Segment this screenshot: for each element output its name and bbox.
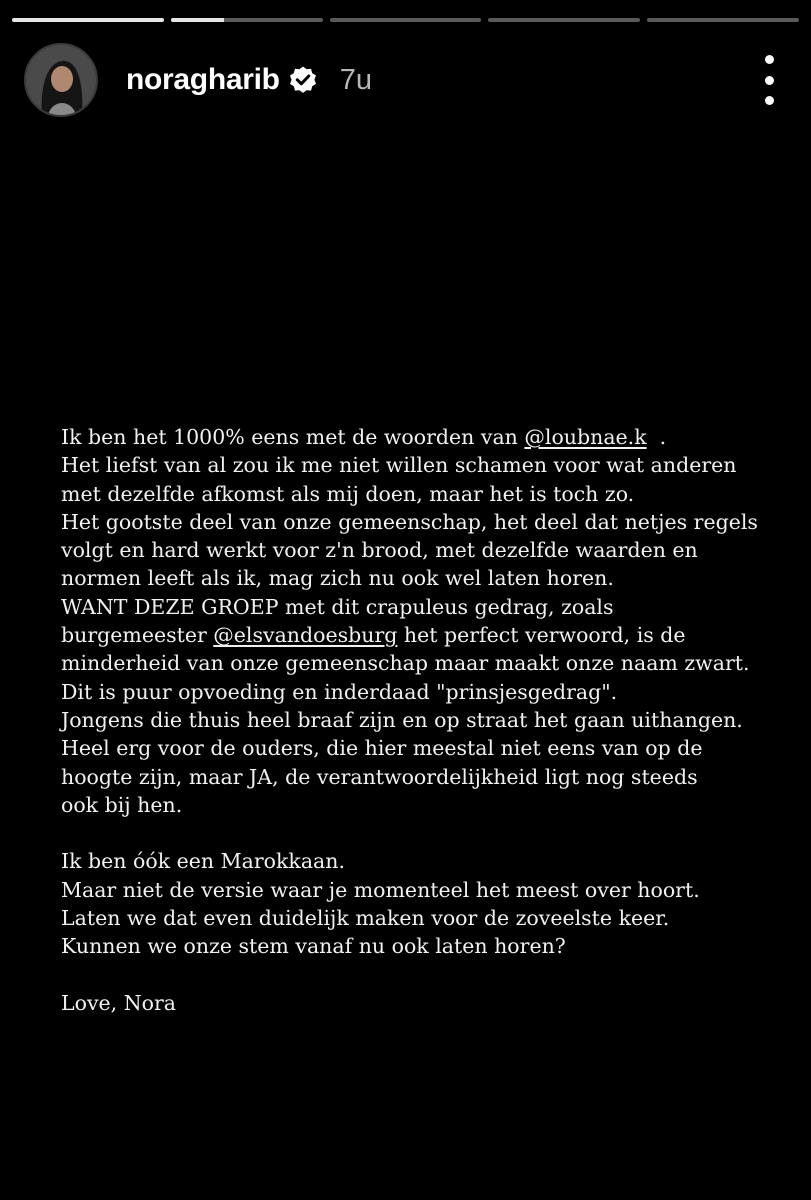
progress-segment-4 [488,18,640,22]
story-line [61,423,781,451]
story-line: Het liefst van al zou ik me niet willen schamen voor wat anderen [61,453,737,478]
mention-elsvandoesburg[interactable]: @elsvandoesburg [213,623,398,648]
story-line: WANT DEZE GROEP met dit crapuleus gedrag, zoals [61,594,614,619]
story-text-segment: burgemeester [61,623,214,648]
verified-badge-icon [288,65,318,95]
story-line: ook bij hen. [61,792,183,817]
paragraph-gap [61,819,781,847]
story-line: Jongens die thuis heel braaf zijn en op straat het gaan uithangen. [61,707,743,732]
avatar[interactable] [24,43,98,117]
story-line: volgt en hard werkt voor z'n brood, met dezelfde waarden en [61,538,698,563]
story-header [24,42,787,118]
more-dot [765,55,774,64]
story-line: Laten we dat even duidelijk maken voor de zoveelste keer. [61,906,670,931]
story-progress-bar [12,18,799,22]
story-line: Kunnen we onze stem vanaf nu ook laten horen? [61,934,566,959]
mention-loubnae[interactable]: @loubnae.k [524,425,647,449]
story-line: met dezelfde afkomst als mij doen, maar het is toch zo. [61,481,635,506]
story-line [61,621,781,649]
story-line: Het gootste deel van onze gemeenschap, het deel dat netjes regels [61,509,758,534]
progress-segment-3 [330,18,482,22]
story-line: Ik ben óók een Marokkaan. [61,849,345,874]
story-line: hoogte zijn, maar JA, de verantwoordelijkheid ligt nog steeds [61,764,698,789]
more-dot [765,96,774,105]
story-text [61,423,781,1017]
more-dot [765,76,774,85]
story-text-segment: Ik ben het 1000% eens met de woorden van [61,425,525,449]
paragraph-gap [61,961,781,989]
story-line: Heel erg voor de ouders, die hier meestal niet eens van op de [61,736,703,761]
avatar-image [26,45,96,115]
progress-segment-2 [171,18,323,22]
story-line: normen leeft als ik, mag zich nu ook wel laten horen. [61,566,614,591]
story-text-segment: het perfect verwoord, is de [397,623,686,648]
story-line: minderheid van onze gemeenschap maar maakt onze naam zwart. [61,651,750,676]
more-vertical-icon[interactable] [755,55,783,105]
story-line: Maar niet de versie waar je momenteel het meest over hoort. [61,877,700,902]
username[interactable]: noragharib [126,63,280,96]
signature-line: Love, Nora [61,990,177,1015]
story-text-segment: . [646,425,667,449]
progress-segment-5 [647,18,799,22]
progress-fill [171,18,224,22]
progress-segment-1 [12,18,164,22]
progress-fill [12,18,164,22]
story-line: Dit is puur opvoeding en inderdaad "prinsjesgedrag". [61,679,618,704]
post-time: 7u [339,63,372,96]
